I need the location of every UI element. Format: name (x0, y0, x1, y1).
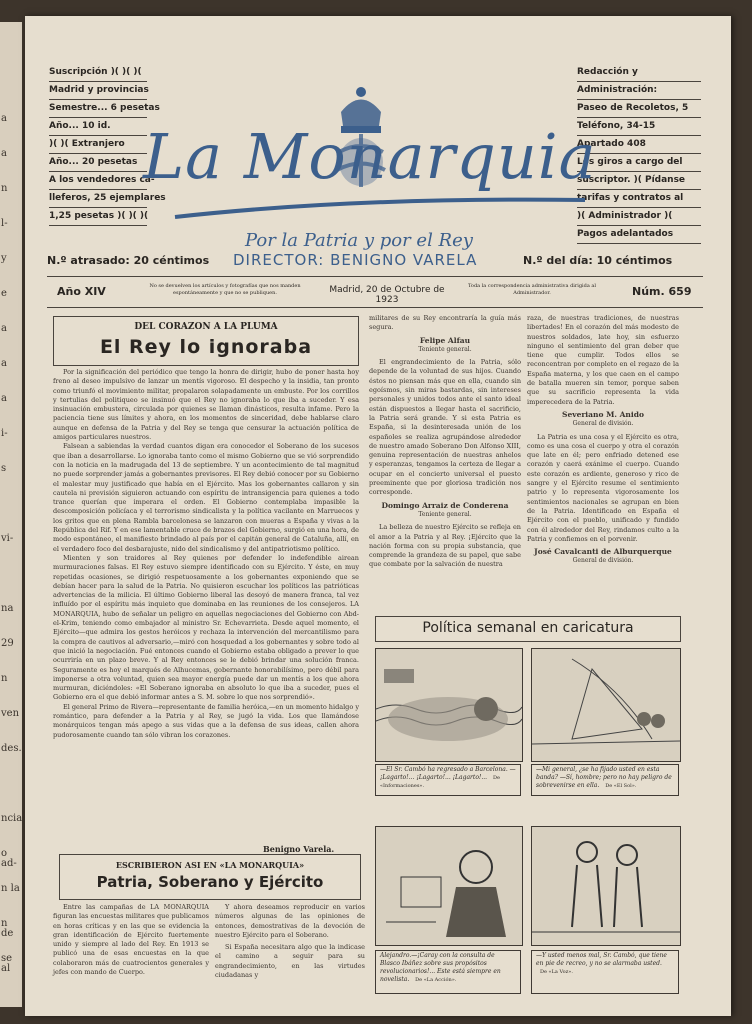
subscription-line: A los vendedores ca- (49, 172, 147, 190)
article1-signature: Benigno Varela. (263, 844, 335, 854)
rank-anido: General de división. (572, 420, 634, 428)
middle-paragraph: militares de su Rey encontraría la guía más segura. (369, 314, 521, 332)
administration-line: Teléfono, 34-15 (577, 118, 701, 136)
middle-paragraph: El engrandecimiento de la Patria, sólo depende de la voluntad de sus hijos. Cuando éstos no piensan más que en ella, cuando sin egoísmos, sin miras bastardas, sin intereses personales y unidos todos ante el santo ideal están dispuestos a llegar hasta el sacrificio, la Patria será grande. Y si esta Patria es España, si la desinteresada unión de los españoles se realiza agrupándose alrededor de nuestro amado Soberano Don Alfonso XIII, genuina representación de nuestras anhelos y esperanzas, tengamos la certeza de llegar a ocupar en el concierto universal el puesto preeminente que por gloriosa tradición nos corresponde. (369, 358, 521, 497)
article2-col2 (215, 903, 365, 1003)
adjacent-page-fragment: ncia, (1, 813, 26, 824)
adjacent-page-fragment: a (1, 148, 7, 159)
subscription-lines (49, 64, 166, 226)
adjacent-page-fragment: l- (1, 218, 8, 229)
administration-line: Los giros a cargo del (577, 154, 701, 172)
cartoon-4-caption (531, 950, 679, 994)
subscription-line: Madrid y provincias (49, 82, 147, 100)
subscription-line: lleferos, 25 ejemplares (49, 190, 147, 208)
adjacent-page-fragment: i- (1, 428, 8, 439)
cartoon-3-source: De «La Acción». (415, 977, 457, 983)
adjacent-page-fragment: o ad- (1, 848, 17, 869)
adjacent-page-fragment: a (1, 393, 7, 404)
article2-kicker: ESCRIBIERON ASI EN «LA MONARQUIA» (115, 860, 305, 870)
subscription-line: Suscripción )( )( )( (49, 64, 147, 82)
right-paragraph: La Patria es una cosa y el Ejército es otra, como es una cosa el cuerpo y otra el corazón que late en él; pero enfriado detened ese corazón y caerá exánime el cuerpo. Cuando este corazón es ardiente, generoso y rico de sangre y el Ejército resume el sentimiento patrio y lo representa vigorosamente los sentimientos nacionales se agrupan en bien de la Patria. Identificado en España el Ejército con el pueblo, unificado y fundido con él alrededor del Rey, rindamos culto a la Patria y confiemos en el porvenir. (527, 432, 679, 543)
cartoon-section-title: Política semanal en caricatura (422, 620, 634, 636)
administration-line: suscriptor. )( Pídanse (577, 172, 701, 190)
article2-header-box (59, 854, 361, 900)
administration-line: Administración: (577, 82, 701, 100)
cartoon-4-image (531, 826, 681, 946)
article2-headline: Patria, Soberano y Ejército (96, 873, 324, 891)
administration-line: )( Administrador )( (577, 208, 701, 226)
adjacent-page-fragment: 29 (1, 638, 14, 649)
cartoon-section-header (375, 616, 681, 642)
issue-year: Año XIV (57, 285, 106, 298)
adjacent-page-fragment: a (1, 323, 7, 334)
adjacent-page-fragment: a (1, 358, 7, 369)
adjacent-page-fragment: y (1, 253, 7, 264)
adjacent-page-fragment: a (1, 113, 7, 124)
article2-paragraph: Y ahora deseamos reproducir en varios números algunas de las opiniones de entonces, demostrativas de la devoción de nuestro Ejército para el Soberano. (215, 903, 365, 939)
cartoon-4-source: De «La Voz». (540, 969, 573, 975)
article1-header-box (53, 316, 359, 366)
administration-line: tarifas y contratos al (577, 190, 701, 208)
issue-date: Madrid, 20 de Octubre de 1923 (329, 285, 445, 305)
administration-line: Apartado 408 (577, 136, 701, 154)
cartoon-1-caption-text: —El Sr. Cambó ha regresado a Barcelona. —¡Lagarto!... ¡Lagarto!... ¡Lagarto!... (380, 766, 516, 781)
article1-paragraph: El general Primo de Rivera—representante de familia heróica,—en un momento hidalgo y romántico, para defender a la Patria y al Rey, se jugó la vida. Los que llamándose monárquicos tengan más apego a sus vidas que a la defensa de sus ideas, callen ahora pudorosamente cuando tan sólo vibran los corazones. (53, 702, 359, 739)
subscription-line: Año... 20 pesetas (49, 154, 147, 172)
adjacent-page-fragment: n la (1, 883, 20, 894)
masthead-motto: Por la Patria y por el Rey (245, 230, 473, 251)
rank-arraiz: Teniente general. (418, 510, 472, 518)
signature-arraiz: Domingo Arraiz de Conderena (381, 500, 509, 510)
cartoon-4-caption-text: —Y usted menos mal, Sr. Cambó, que tiene en pie de recreo, y no se alarmaba usted. (536, 952, 667, 967)
adjacent-page-fragment: n (1, 673, 8, 684)
rank-alfau: Teniente general. (418, 345, 472, 353)
cartoon-1-caption (375, 764, 521, 796)
article1-body (53, 368, 359, 844)
editorial-note: No se devuelven los artículos y fotografías que nos manden espontáneamente y que no se publiquen. (149, 283, 301, 296)
cartoon-3-caption (375, 950, 521, 994)
issue-info-bar (47, 276, 703, 308)
adjacent-page-fragment: ven (1, 708, 20, 719)
subscription-line: Año... 10 id. (49, 118, 147, 136)
article1-kicker: DEL CORAZON A LA PLUMA (134, 322, 278, 332)
subscription-line: )( )( Extranjero (49, 136, 147, 154)
cartoon-3-image (375, 826, 523, 946)
subscription-line: 1,25 pesetas )( )( )( (49, 208, 147, 226)
right-column (527, 314, 679, 624)
title-underline-flourish (175, 192, 595, 222)
article1-paragraph: Mienten y son traidores al Rey quienes por defender lo indefendible airean murmuraciones falsas. El Rey estuvo siempre identificado con su Ejército. Y éste, en muy repetidas ocasiones, se dirigió respetuosamente a los gobernantes exponiendo que se debían hacer para la salud de la Patria. No quisieron escuchar los políticos las patrióticas advertencias de la milicia. El último Gobierno liberal las desoyó de manera franca, tal vez influído por el espíritu más inquieto que dominaba en las reuniones de los consejeros. LA MONARQUIA, hubo de señalar un peligro en aquellas negociaciones del Gobierno con Abd-el-Krim, teniendo como embajador al ministro Sr. Echevarrieta. Desde aquel momento, el Ejército—que admira los gestos heróicos y rechaza la intervención del mercantilismo para la compra de cautivos al adversario,—miró con hosquedad a los gobernantes y sobre todo al que inició la negociación. Fué entonces cuando el Gobierno estaba obligado a prever lo que ocurriría en un plazo breve. Y al Rey entonces se le debió brindar una solución franca. Seguramente es hoy el marqués de Alhucemas, gobernante honorabilísimo, pero débil para imponerse a otra voluntad, quien sea mayor energía puede dar un mentís a los que ahora murmuran, diciéndoles: «El Soberano ignoraba en absoluto lo que iba a suceder, pues el Gobierno era el que debió informar antes a S. M. sobre lo que nos sorprendió». (53, 553, 359, 702)
adjacent-page-fragment: s (1, 463, 7, 474)
article2-col1 (53, 903, 209, 1003)
director-line: DIRECTOR: BENIGNO VARELA (233, 251, 478, 269)
cartoon-2-caption-text: —Mi general, ¿se ha fijado usted en esta banda? —Sí, hombre; pero no hay peligro de sobrevenirse en ella. (536, 766, 672, 789)
administration-line: Redacción y (577, 64, 701, 82)
cartoon-2-caption (531, 764, 679, 796)
subscription-line: Semestre... 6 pesetas (49, 100, 147, 118)
back-issue-price: N.º atrasado: 20 céntimos (47, 254, 210, 267)
adjacent-page-edge (0, 22, 26, 1007)
article1-paragraph: Falsean a sabiendas la verdad cuantos digan era conocedor el Soberano de los sucesos que iban a desarrollarse. Lo ignoraba tanto como el mismo Gobierno que se vió sorprendido con la noticia en la madrugada del 13 de septiembre. Y un acontecimiento de tal magnitud no puede sorprender jamás a gobernantes previsores. El Rey debió conocer por su Gobierno el malestar muy justificado que había en el Ejército. Mas los gobernantes callaron y sin cautela ni previsión siguieron actuando con espíritu de intransigencia para quienes a todo trance querían que imperara el orden. El Gobierno contemplaba impasible la descomposición policíaca y el terrorismo sindicalista y la política vacilante en Marruecos y los gritos que en plena Rambla barcelonesa se lanzaron con mueras a España y vivas a la República del Rif. Y en ese lamentable cruce de brazos del Gobierno, surgió en una hora, de modo espontáneo, el manifiesto brindado al país por el capitán general de Cataluña, allí, en el verdadero foco del desbarajuste, nido del sindicalismo y del antipatriotismo político. (53, 442, 359, 553)
adjacent-page-fragment: des. (1, 743, 22, 754)
signature-anido: Severiano M. Anido (562, 409, 644, 419)
cartoon-1-source: De «Informaciones». (380, 775, 500, 789)
middle-column (369, 314, 521, 624)
signature-cavalcanti: José Cavalcanti de Alburquerque (534, 547, 672, 557)
cartoon-3-caption-text: Alejandro.—¡Caray con la consulta de Blasco Ibáñez sobre sus propósitos revolucionarios!... Este está siempre en novelista. (380, 952, 501, 983)
article2-paragraph: Si España necesitara algo que la indicase el camino a seguir para su engrandecimiento, en las virtudes ciudadanas y (215, 943, 365, 980)
middle-paragraph: La belleza de nuestro Ejército se refleja en el amor a la Patria y al Rey. ¡Ejército que la nación forma con su propia substancia, que comprende la grandeza de su papel, que sabe que combate por la salvación de nuestra (369, 523, 521, 569)
correspondence-note: Toda la correspondencia administrativa dirigida al Administrador. (467, 283, 597, 296)
issue-number: Núm. 659 (632, 285, 692, 298)
day-price: N.º del día: 10 céntimos (523, 254, 673, 267)
masthead-title: La Monarquia (143, 120, 597, 193)
right-paragraph: raza, de nuestras tradiciones, de nuestras libertades! En el corazón del más modesto de nuestros soldados, late hoy, sin esfuerzo ninguno el sentimiento del gran deber que tiene que cumplir. Todos ellos se reconcentran por completo en el regazo de la España materna, y los que caen en el campo de batalla mueren sin temor, porque saben que su sacrificio representa la vida imperecedera de la Patria. (527, 314, 679, 406)
administration-line: Paseo de Recoletos, 5 (577, 100, 701, 118)
adjacent-page-fragment: n (1, 183, 8, 194)
adjacent-page-fragment: n de (1, 918, 14, 939)
article1-paragraph: Por la significación del periódico que tengo la honra de dirigir, hubo de poner hasta hoy freno al deseo impulsivo de lanzar un mentís vigoroso. El despecho y la insidia, tan pronto como triunfó el movimiento militar, propalaron solapadamente un embuste. Por los corrillos y tertulias del politiqueo se insinuó que el Rey no ignoraba lo que iba a suceder. Y esa insinuación embustera, circulada por quienes se llaman dinásticos, resulta infame. Pero la paciencia tiene sus límites y ahora, en los momentos de sinceridad, debe hablarse claro aunque en defensa de la Patria y del Rey se tenga que censurar la actuación política de amigos particulares nuestros. (53, 368, 359, 442)
adjacent-page-fragment: vi- (1, 533, 14, 544)
adjacent-page-fragment: na (1, 603, 14, 614)
adjacent-page-fragment: se al (1, 953, 13, 974)
cartoon-2-image (531, 648, 681, 762)
rank-cavalcanti: General de división. (572, 557, 634, 565)
signature-alfau: Felipe Alfau (419, 335, 471, 345)
administration-line: Pagos adelantados (577, 226, 701, 244)
article1-headline: El Rey lo ignoraba (99, 336, 313, 358)
article2-paragraph: Entre las campañas de LA MONARQUIA figuran las encuestas militares que publicamos en horas críticas y en las que se evidencia la gran identificación de Ejército fuertemente unido y siempre al lado del Rey. En 1913 se publicó una de esas encuestas en la que colaboraron más de cuatrocientos generales y jefes con mando de Cuerpo. (53, 903, 209, 977)
cartoon-1-image (375, 648, 523, 762)
adjacent-page-fragment: e (1, 288, 7, 299)
subscription-box (49, 64, 166, 226)
newspaper-page (25, 16, 731, 1016)
cartoon-2-source: De «El Sol». (605, 783, 637, 789)
